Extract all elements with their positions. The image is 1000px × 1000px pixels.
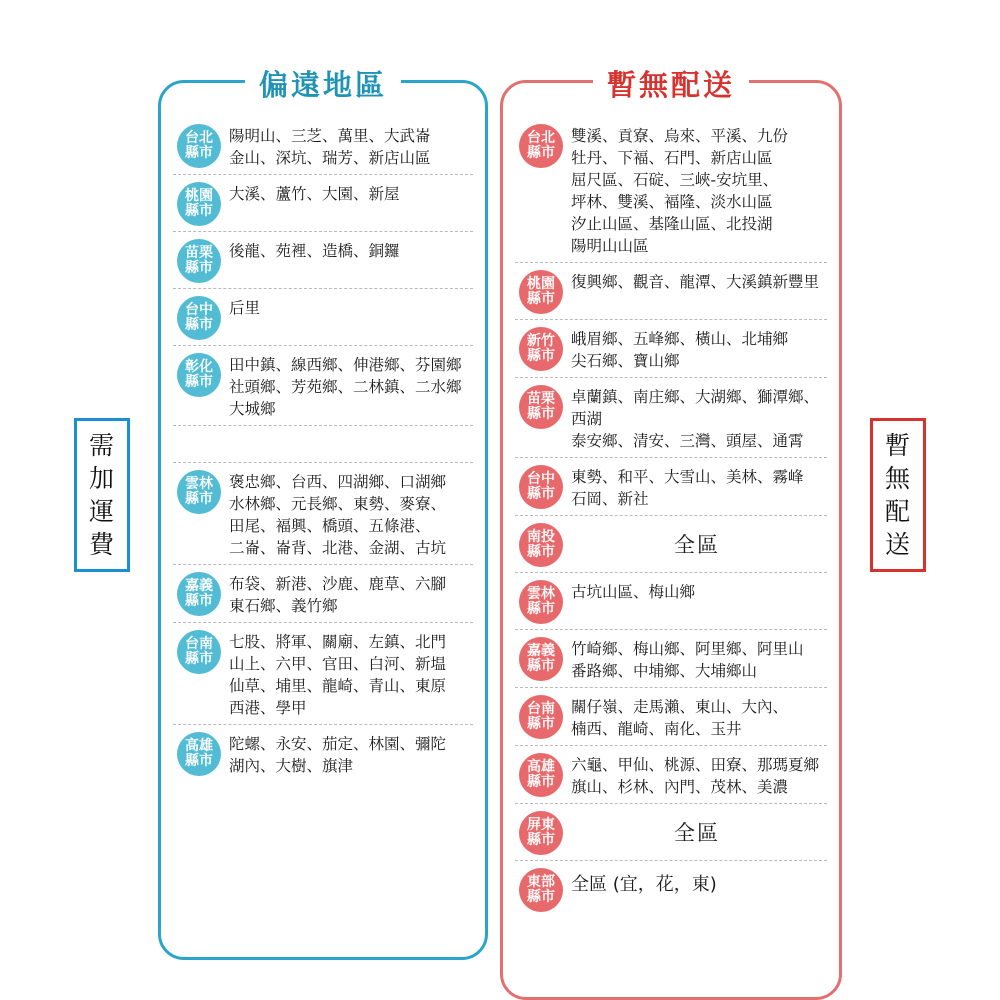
region-row (515, 630, 827, 688)
region-row (173, 346, 473, 426)
region-badge-line2: 縣市 (185, 651, 213, 667)
region-row (515, 117, 827, 263)
region-badge (519, 124, 563, 168)
region-badge-line2: 縣市 (527, 889, 555, 905)
region-badge-line1: 台中 (185, 302, 213, 319)
region-badge-line2: 縣市 (185, 317, 213, 333)
region-row (515, 516, 827, 573)
extra-shipping-fee-label (74, 418, 130, 572)
extra-fee-char-2: 加 (88, 464, 115, 493)
region-badge (177, 572, 221, 616)
no-delivery-title: 暫無配送 (593, 63, 749, 104)
region-badge-line1: 高雄 (185, 738, 213, 755)
region-badge (519, 637, 563, 681)
row-spacer (173, 426, 473, 463)
region-row (173, 117, 473, 175)
region-list: 古坑山區、梅山鄉 (571, 583, 696, 601)
no-delivery-rows (515, 117, 827, 917)
region-list: 峨眉鄉、五峰鄉、橫山、北埔鄉 尖石鄉、寶山鄉 (571, 330, 789, 370)
region-badge-line2: 縣市 (527, 601, 555, 617)
region-list: 全區 (674, 821, 720, 845)
region-badge-line2: 縣市 (527, 406, 555, 422)
extra-fee-char-1: 需 (88, 431, 115, 460)
region-badge (519, 465, 563, 509)
region-badge-line1: 台南 (185, 636, 213, 653)
region-badge (177, 124, 221, 168)
region-badge (519, 523, 563, 567)
region-badge-line2: 縣市 (185, 203, 213, 219)
region-badge-line1: 東部 (527, 874, 555, 891)
region-badge-line2: 縣市 (185, 753, 213, 769)
region-badge-line2: 縣市 (527, 145, 555, 161)
region-badge-line2: 縣市 (527, 486, 555, 502)
region-row (515, 458, 827, 516)
region-list: 竹崎鄉、梅山鄉、阿里鄉、阿里山 番路鄉、中埔鄉、大埔鄉山 (571, 640, 804, 680)
region-badge-line2: 縣市 (527, 348, 555, 364)
region-badge-line1: 高雄 (527, 759, 555, 776)
region-badge (519, 811, 563, 855)
region-list: 七股、將軍、關廟、左鎮、北門 山上、六甲、官田、白河、新塭 仙草、埔里、龍崎、青山、東原 西港、學甲 (229, 633, 447, 717)
no-delivery-char-3: 配 (884, 497, 911, 526)
region-badge-line1: 台南 (527, 701, 555, 718)
region-row (515, 573, 827, 630)
no-delivery-char-2: 無 (884, 464, 911, 493)
region-list: 東勢、和平、大雪山、美林、霧峰 石岡、新社 (571, 468, 804, 508)
region-badge-line1: 桃園 (185, 188, 213, 205)
region-badge-line1: 苗栗 (185, 245, 213, 262)
region-badge-line2: 縣市 (527, 544, 555, 560)
region-row (173, 175, 473, 232)
region-badge-line1: 嘉義 (527, 643, 555, 660)
region-badge (177, 239, 221, 283)
region-list: 後龍、苑裡、造橋、銅鑼 (229, 242, 400, 260)
region-badge (519, 868, 563, 912)
remote-area-panel (158, 68, 488, 960)
region-badge (519, 385, 563, 429)
region-row (173, 232, 473, 289)
region-row (515, 861, 827, 917)
region-list: 全區 (674, 533, 720, 557)
region-list: 陽明山、三芝、萬里、大武崙 金山、深坑、瑞芳、新店山區 (229, 127, 431, 167)
region-row (515, 688, 827, 746)
region-badge (177, 182, 221, 226)
region-badge-line1: 嘉義 (185, 578, 213, 595)
region-badge-line2: 縣市 (527, 774, 555, 790)
region-badge-line1: 雲林 (185, 476, 213, 493)
region-badge-line1: 台中 (527, 471, 555, 488)
region-badge (519, 270, 563, 314)
region-badge (177, 296, 221, 340)
region-badge (177, 353, 221, 397)
extra-fee-char-4: 費 (88, 530, 115, 559)
region-list: 卓蘭鎮、南庄鄉、大湖鄉、獅潭鄉、西湖 泰安鄉、清安、三灣、頭屋、通霄 (571, 388, 820, 450)
region-list: 后里 (229, 299, 261, 317)
region-badge (519, 695, 563, 739)
region-badge-line2: 縣市 (527, 832, 555, 848)
region-badge-line2: 縣市 (527, 716, 555, 732)
region-row (173, 565, 473, 623)
region-row (515, 378, 827, 458)
region-badge-line1: 苗栗 (527, 391, 555, 408)
region-list: 全區 (宜，花，東) (571, 874, 717, 895)
region-badge-line1: 彰化 (185, 359, 213, 376)
region-badge-line2: 縣市 (185, 145, 213, 161)
region-badge-line1: 雲林 (527, 586, 555, 603)
extra-fee-char-3: 運 (88, 497, 115, 526)
region-badge-line1: 台北 (185, 130, 213, 147)
region-row (515, 263, 827, 320)
region-badge (177, 732, 221, 776)
region-list: 褒忠鄉、台西、四湖鄉、口湖鄉 水林鄉、元長鄉、東勢、麥寮、 田尾、褔興、橋頭、五條港、 二崙、崙背、北港、金湖、古坑 (229, 473, 447, 557)
region-list: 田中鎮、線西鄉、伸港鄉、芬園鄉 社頭鄉、芳苑鄉、二林鎮、二水鄉 大城鄉 (229, 356, 462, 418)
no-delivery-panel (500, 68, 842, 1000)
region-list: 大溪、蘆竹、大園、新屋 (229, 185, 400, 203)
region-badge-line2: 縣市 (185, 374, 213, 390)
no-delivery-char-1: 暫 (884, 431, 911, 460)
region-row (515, 320, 827, 378)
region-badge (519, 580, 563, 624)
region-list: 雙溪、貢寮、烏來、平溪、九份 牡丹、下褔、石門、新店山區 屈尺區、石碇、三峽-安坑里、 坪林、雙溪、褔隆、淡水山區 汐止山區、基隆山區、北投湖 陽明山山區 (571, 127, 789, 255)
region-badge-line1: 新竹 (527, 333, 555, 350)
region-badge (519, 327, 563, 371)
region-badge (519, 753, 563, 797)
region-row (515, 746, 827, 804)
region-badge-line2: 縣市 (185, 491, 213, 507)
region-list: 布袋、新港、沙鹿、鹿草、六腳 東石鄉、義竹鄉 (229, 575, 447, 615)
region-row (173, 463, 473, 565)
region-row (515, 804, 827, 861)
region-badge (177, 470, 221, 514)
region-badge-line2: 縣市 (185, 260, 213, 276)
region-list: 關仔嶺、走馬瀨、東山、大內、 楠西、龍崎、南化、玉井 (571, 698, 789, 738)
remote-area-rows (173, 117, 473, 782)
region-row (173, 289, 473, 346)
region-list: 復興鄉、觀音、龍潭、大溪鎮新豐里 (571, 273, 820, 291)
no-delivery-char-4: 送 (884, 530, 911, 559)
region-list: 六龜、甲仙、桃源、田寮、那瑪夏鄉 旗山、杉林、內門、茂林、美濃 (571, 756, 820, 796)
region-badge-line1: 桃園 (527, 276, 555, 293)
region-row (173, 623, 473, 725)
region-badge-line1: 台北 (527, 130, 555, 147)
region-badge-line2: 縣市 (527, 658, 555, 674)
region-row (173, 725, 473, 782)
remote-area-title: 偏遠地區 (245, 63, 401, 104)
region-badge-line2: 縣市 (527, 291, 555, 307)
region-list: 陀螺、永安、茄定、林園、彌陀 湖內、大樹、旗津 (229, 735, 447, 775)
no-delivery-label (870, 418, 926, 572)
region-badge (177, 630, 221, 674)
region-badge-line1: 屏東 (527, 817, 555, 834)
region-badge-line1: 南投 (527, 529, 555, 546)
region-badge-line2: 縣市 (185, 593, 213, 609)
